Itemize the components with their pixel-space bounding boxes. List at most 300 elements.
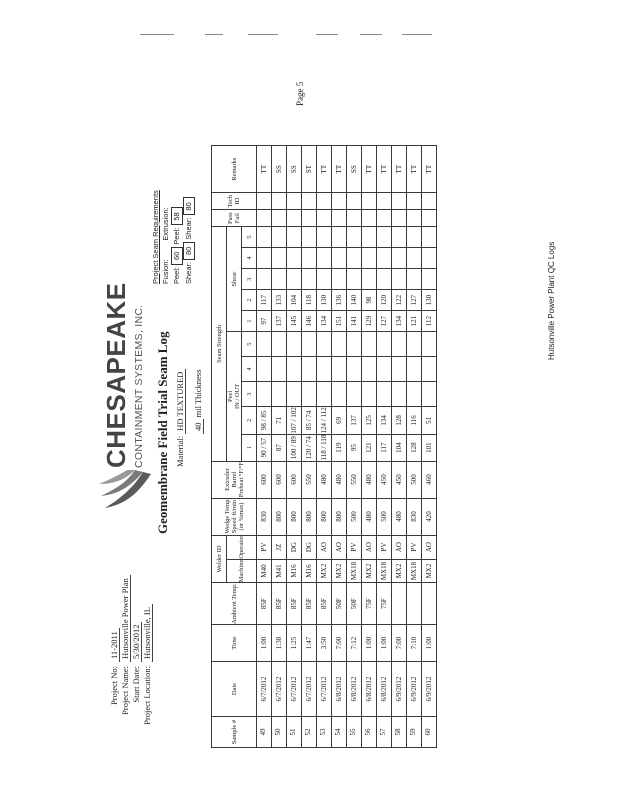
requirements-peel-row	[171, 190, 183, 284]
operator-cell: PV	[377, 535, 392, 559]
peel-cell	[347, 357, 362, 382]
table-row	[257, 146, 272, 748]
shear-cell	[392, 269, 407, 290]
tech-id-cell	[347, 193, 362, 210]
shear-col-2: 2	[242, 290, 257, 311]
header-rule	[205, 34, 223, 35]
shear-cell: 146	[302, 311, 317, 332]
shear-cell: 127	[407, 290, 422, 311]
page-footer: Hutsonville Power Plant QC Logs	[547, 241, 556, 360]
sample-cell: 58	[392, 717, 407, 748]
table-row	[287, 146, 302, 748]
peel-col-1: 1	[242, 434, 257, 461]
peel-cell	[257, 382, 272, 407]
thickness	[193, 370, 203, 434]
peel-cell	[332, 332, 347, 357]
date-cell: 6/8/2012	[362, 662, 377, 717]
machine-cell: M16	[302, 559, 317, 583]
project-no-label: Project No:	[109, 666, 119, 705]
start-date-value: 5/30/2012	[131, 622, 142, 662]
operator-cell: DG	[287, 535, 302, 559]
requirements-title: Project Seam Requirements	[151, 190, 160, 284]
ambient-cell	[392, 583, 407, 625]
tech-id-cell	[407, 193, 422, 210]
shear-cell	[392, 248, 407, 269]
machine-cell: MX2	[332, 559, 347, 583]
col-machine: Machine	[227, 559, 257, 583]
sample-cell: 60	[422, 717, 437, 748]
table-row	[422, 146, 437, 748]
remarks-cell: TT	[392, 146, 407, 193]
peel-cell	[287, 332, 302, 357]
sample-cell: 53	[317, 717, 332, 748]
date-cell: 6/7/2012	[257, 662, 272, 717]
shear-cell	[347, 227, 362, 248]
tech-id-cell	[287, 193, 302, 210]
shear-cell: 130	[422, 290, 437, 311]
pass-fail-cell	[302, 210, 317, 227]
time-cell: 1:00	[362, 625, 377, 662]
col-shear: Shear	[227, 227, 242, 332]
date-cell: 6/7/2012	[317, 662, 332, 717]
peel-cell	[302, 357, 317, 382]
peel-cell: 134	[377, 407, 392, 434]
table-row	[302, 146, 317, 748]
shear-cell	[332, 248, 347, 269]
ambient-cell: 85F	[317, 583, 332, 625]
peel-cell	[392, 357, 407, 382]
time-cell: 7:10	[407, 625, 422, 662]
peel-cell	[422, 357, 437, 382]
machine-cell: MX2	[422, 559, 437, 583]
sample-cell: 52	[302, 717, 317, 748]
ambient-cell: 85F	[257, 583, 272, 625]
peel-cell	[377, 332, 392, 357]
peel-cell: 69	[332, 407, 347, 434]
peel-cell	[362, 357, 377, 382]
logo-name: CHESAPEAKE	[101, 282, 131, 468]
machine-cell: MX18	[407, 559, 422, 583]
remarks-cell: TT	[317, 146, 332, 193]
shear-cell: 130	[317, 290, 332, 311]
peel-cell	[407, 382, 422, 407]
location-row	[142, 575, 153, 744]
peel-cell: 51	[422, 407, 437, 434]
shear-cell: 151	[332, 311, 347, 332]
start-date-row	[131, 575, 142, 744]
operator-cell: DG	[302, 535, 317, 559]
start-date-label: Start Date:	[131, 666, 141, 703]
peel-cell	[287, 382, 302, 407]
document-title: Geomembrane Field Trial Seam Log	[155, 331, 170, 534]
wedge-cell: 830	[407, 498, 422, 535]
pass-fail-cell	[392, 210, 407, 227]
tech-id-cell	[257, 193, 272, 210]
col-seam-strength: Seam Strength	[212, 227, 227, 461]
peel-cell: 98 / 85	[257, 407, 272, 434]
location-value: Hutsonville, IL	[142, 604, 153, 662]
sample-cell: 49	[257, 717, 272, 748]
remarks-cell: TT	[362, 146, 377, 193]
operator-cell: AO	[317, 535, 332, 559]
shear-cell	[332, 269, 347, 290]
peel-cell: 120 / 74	[302, 434, 317, 461]
date-cell: 6/8/2012	[347, 662, 362, 717]
col-extruder: Extruder Barrel Preheat °F/°F	[212, 461, 257, 498]
ambient-cell: 50F	[347, 583, 362, 625]
pass-fail-cell	[422, 210, 437, 227]
peel-cell	[392, 382, 407, 407]
sample-cell: 54	[332, 717, 347, 748]
peel-col-3: 3	[242, 382, 257, 407]
peel-cell	[272, 382, 287, 407]
machine-cell: M41	[272, 559, 287, 583]
wedge-cell: 500	[347, 498, 362, 535]
peel-cell	[302, 332, 317, 357]
peel-cell	[287, 357, 302, 382]
time-cell: 1:00	[257, 625, 272, 662]
shear-cell	[362, 227, 377, 248]
header-rule	[402, 34, 432, 35]
date-cell: 6/7/2012	[272, 662, 287, 717]
peel-cell	[377, 382, 392, 407]
thickness-value: 40	[193, 420, 204, 435]
peel-cell	[302, 382, 317, 407]
col-ambient: Ambient Temp.	[212, 583, 257, 625]
peel-cell	[362, 382, 377, 407]
remarks-cell: SS	[272, 146, 287, 193]
company-logo	[95, 282, 157, 512]
shear-cell	[392, 227, 407, 248]
peel-cell: 125	[362, 407, 377, 434]
table-row	[362, 146, 377, 748]
peel-cell	[317, 382, 332, 407]
in-out-label: IN / OUT	[234, 383, 241, 409]
time-cell: 7:12	[347, 625, 362, 662]
shear-cell	[407, 248, 422, 269]
shear-col-3: 3	[242, 269, 257, 290]
peel-req-label: Peel:	[172, 266, 181, 284]
shear-cell	[272, 269, 287, 290]
table-row	[377, 146, 392, 748]
shear-cell	[317, 248, 332, 269]
peel-cell: 85 / 74	[302, 407, 317, 434]
remarks-cell: TT	[332, 146, 347, 193]
date-cell: 6/9/2012	[392, 662, 407, 717]
peel-cell	[422, 382, 437, 407]
peel-cell: 104	[392, 434, 407, 461]
shear-cell: 120	[377, 290, 392, 311]
pass-fail-cell	[332, 210, 347, 227]
extruder-cell: 460	[422, 461, 437, 498]
header-rule	[360, 34, 382, 35]
ambient-cell: 85F	[272, 583, 287, 625]
date-cell: 6/7/2012	[287, 662, 302, 717]
col-tech-id: Tech ID	[212, 193, 257, 210]
shear-cell	[287, 269, 302, 290]
wedge-cell: 800	[287, 498, 302, 535]
peel-cell: 128	[407, 434, 422, 461]
peel-cell: 90 / 57	[257, 434, 272, 461]
extrusion-label: Extrusion:	[161, 207, 170, 241]
shear-col-4: 4	[242, 248, 257, 269]
project-name-row	[120, 575, 131, 744]
date-cell: 6/7/2012	[302, 662, 317, 717]
table-row	[332, 146, 347, 748]
ambient-cell: 85F	[287, 583, 302, 625]
peel-cell: 117	[377, 434, 392, 461]
shear-cell: 122	[392, 290, 407, 311]
shear-cell: 104	[287, 290, 302, 311]
shear-cell	[362, 248, 377, 269]
tech-id-cell	[317, 193, 332, 210]
peel-cell	[317, 332, 332, 357]
peel-cell	[257, 332, 272, 357]
peel-label: Peel	[227, 390, 234, 402]
wedge-cell: 420	[422, 498, 437, 535]
peel-cell	[332, 382, 347, 407]
shear-cell	[257, 269, 272, 290]
time-cell: 1:38	[272, 625, 287, 662]
time-cell: 1:47	[302, 625, 317, 662]
remarks-cell: SS	[347, 146, 362, 193]
shear-cell: 121	[407, 311, 422, 332]
shear-cell: 134	[317, 311, 332, 332]
ambient-cell: 75F	[362, 583, 377, 625]
ambient-cell	[407, 583, 422, 625]
peel-cell	[392, 332, 407, 357]
wedge-cell: 480	[392, 498, 407, 535]
logo-subtitle: CONTAINMENT SYSTEMS, INC.	[133, 304, 145, 468]
shear-cell: 134	[392, 311, 407, 332]
sample-cell: 50	[272, 717, 287, 748]
shear-col-1: 1	[242, 311, 257, 332]
extruder-cell: 550	[302, 461, 317, 498]
machine-cell: MX2	[362, 559, 377, 583]
extrusion-shear-value: 80	[183, 198, 195, 216]
shear-cell	[257, 227, 272, 248]
project-name-value: Hutsonville Power Plan	[120, 575, 131, 662]
location-label: Project Location:	[142, 666, 152, 725]
machine-cell: M16	[287, 559, 302, 583]
col-sample: Sample #	[212, 717, 257, 748]
extruder-cell: 600	[287, 461, 302, 498]
tech-id-cell	[332, 193, 347, 210]
shear-cell	[347, 248, 362, 269]
shear-cell	[422, 248, 437, 269]
peel-cell: 119	[332, 434, 347, 461]
wedge-cell: 480	[362, 498, 377, 535]
col-remarks: Remarks	[212, 146, 257, 193]
project-no-row	[109, 575, 120, 744]
remarks-cell: TT	[377, 146, 392, 193]
shear-cell: 136	[332, 290, 347, 311]
pass-fail-cell	[377, 210, 392, 227]
wedge-cell: 800	[302, 498, 317, 535]
peel-cell: 100 / 89	[287, 434, 302, 461]
time-cell: 7:00	[332, 625, 347, 662]
project-no-value: 11-2011	[109, 628, 120, 662]
remarks-cell: TT	[407, 146, 422, 193]
shear-cell: 117	[257, 290, 272, 311]
remarks-cell: TT	[257, 146, 272, 193]
shear-cell: 137	[272, 311, 287, 332]
wedge-cell: 800	[272, 498, 287, 535]
peel-cell: 71	[272, 407, 287, 434]
project-name-label: Project Name:	[120, 666, 130, 715]
shear-cell: 112	[422, 311, 437, 332]
wedge-cell: 830	[257, 498, 272, 535]
shear-cell	[377, 227, 392, 248]
date-cell: 6/8/2012	[377, 662, 392, 717]
fusion-peel-value: 60	[171, 247, 183, 265]
peel-cell	[347, 332, 362, 357]
col-pass-fail: Pass Fail	[212, 210, 257, 227]
seam-requirements	[151, 190, 195, 284]
shear-cell	[302, 248, 317, 269]
header-rule	[248, 34, 278, 35]
shear-cell: 97	[257, 311, 272, 332]
sample-cell: 57	[377, 717, 392, 748]
col-time: Time	[212, 625, 257, 662]
extruder-cell: 600	[257, 461, 272, 498]
ambient-cell: 50F	[332, 583, 347, 625]
peel-cell: 118 / 118	[317, 434, 332, 461]
pass-fail-cell	[407, 210, 422, 227]
pass-fail-cell	[317, 210, 332, 227]
seam-log	[95, 52, 515, 752]
shear-cell: 141	[347, 311, 362, 332]
shear-cell	[422, 269, 437, 290]
shear-cell	[362, 269, 377, 290]
pass-fail-cell	[257, 210, 272, 227]
material	[175, 369, 185, 467]
date-cell: 6/9/2012	[422, 662, 437, 717]
fusion-shear-value: 80	[183, 242, 195, 260]
extruder-cell: 550	[347, 461, 362, 498]
logo-wing-icon	[99, 470, 157, 512]
operator-cell: PV	[347, 535, 362, 559]
shear-cell	[257, 248, 272, 269]
shear-cell	[272, 227, 287, 248]
table-row	[392, 146, 407, 748]
peel-cell: 107 / 102	[287, 407, 302, 434]
seam-log-table	[211, 145, 437, 748]
header-rule	[316, 34, 338, 35]
shear-req-label: Shear:	[184, 217, 193, 240]
sample-cell: 59	[407, 717, 422, 748]
shear-cell: 98	[362, 290, 377, 311]
operator-cell: AO	[422, 535, 437, 559]
col-welder-id: Welder ID	[212, 535, 227, 583]
extruder-cell: 480	[362, 461, 377, 498]
tech-id-cell	[377, 193, 392, 210]
material-value: HD TEXTURED	[175, 369, 186, 434]
col-peel	[227, 332, 242, 461]
machine-cell: MX2	[317, 559, 332, 583]
shear-cell	[287, 248, 302, 269]
shear-cell: 129	[362, 311, 377, 332]
shear-cell	[317, 227, 332, 248]
operator-cell: AO	[362, 535, 377, 559]
shear-cell	[407, 269, 422, 290]
time-cell: 3:50	[317, 625, 332, 662]
ambient-cell	[422, 583, 437, 625]
peel-cell	[347, 382, 362, 407]
tech-id-cell	[302, 193, 317, 210]
fusion-label: Fusion:	[161, 259, 170, 284]
extruder-cell: 450	[377, 461, 392, 498]
peel-req-label: Peel:	[172, 227, 181, 245]
time-cell: 1:25	[287, 625, 302, 662]
material-label: Material:	[175, 435, 185, 467]
tech-id-cell	[392, 193, 407, 210]
tech-id-cell	[272, 193, 287, 210]
time-cell: 1:00	[377, 625, 392, 662]
machine-cell: M40	[257, 559, 272, 583]
operator-cell: JZ	[272, 535, 287, 559]
peel-cell	[422, 332, 437, 357]
peel-cell	[257, 357, 272, 382]
peel-cell: 95	[347, 434, 362, 461]
peel-cell: 128	[392, 407, 407, 434]
peel-cell	[362, 332, 377, 357]
remarks-cell: SS	[287, 146, 302, 193]
shear-cell: 127	[377, 311, 392, 332]
peel-cell: 116	[407, 407, 422, 434]
shear-cell	[272, 248, 287, 269]
sample-cell: 55	[347, 717, 362, 748]
shear-cell	[377, 248, 392, 269]
peel-cell	[317, 357, 332, 382]
tech-id-cell	[362, 193, 377, 210]
shear-cell: 118	[302, 290, 317, 311]
pass-fail-cell	[347, 210, 362, 227]
shear-col-5: 5	[242, 227, 257, 248]
time-cell: 7:00	[392, 625, 407, 662]
shear-cell: 140	[347, 290, 362, 311]
shear-cell	[347, 269, 362, 290]
peel-cell	[377, 357, 392, 382]
sample-cell: 51	[287, 717, 302, 748]
table-row	[317, 146, 332, 748]
peel-cell	[407, 332, 422, 357]
shear-cell	[287, 227, 302, 248]
date-cell: 6/9/2012	[407, 662, 422, 717]
pass-fail-cell	[287, 210, 302, 227]
header-rule	[140, 34, 174, 35]
peel-col-2: 2	[242, 407, 257, 434]
thickness-label: mil Thickness	[193, 369, 203, 418]
shear-cell: 133	[272, 290, 287, 311]
col-wedge: Wedge Temp Speed ft/min (or %max)	[212, 498, 257, 535]
peel-col-4: 4	[242, 357, 257, 382]
shear-cell	[332, 227, 347, 248]
extrusion-peel-value: 58	[171, 208, 183, 226]
peel-cell	[272, 357, 287, 382]
table-row	[407, 146, 422, 748]
extruder-cell: 480	[332, 461, 347, 498]
extruder-cell: 600	[272, 461, 287, 498]
pass-fail-cell	[362, 210, 377, 227]
shear-cell	[377, 269, 392, 290]
shear-cell	[302, 269, 317, 290]
tech-id-cell	[422, 193, 437, 210]
col-operator: Operator	[227, 535, 257, 559]
shear-cell	[407, 227, 422, 248]
peel-col-5: 5	[242, 332, 257, 357]
peel-cell: 124 / 112	[317, 407, 332, 434]
